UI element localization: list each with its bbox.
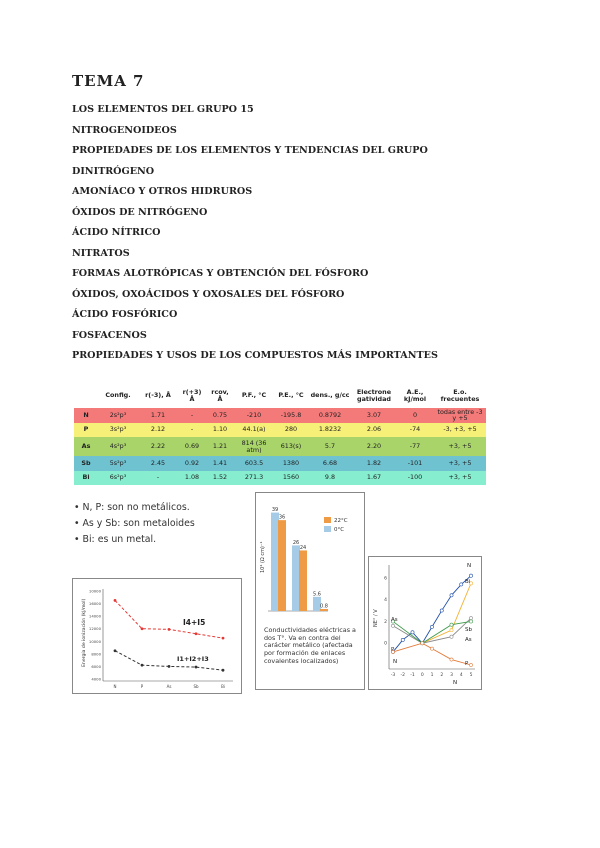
data-point [168,665,171,668]
table-cell: -100 [396,471,434,486]
table-cell: 1.10 [206,423,234,438]
y-tick-group [384,575,387,646]
series-label-n-left: N [393,659,398,665]
table-cell: 1.52 [206,471,234,486]
table-cell: - [138,471,178,486]
table-cell: 280 [274,423,308,438]
ionization-energy-figure [72,578,242,694]
data-point [114,599,117,602]
table-cell: Sb [74,456,98,471]
table-cell: 2.22 [138,437,178,456]
conductivity-caption: Conductividades eléctricas a dos T°. Va en contra del carácter metálico (afectada por formación de enlaces covalentes localizados) [264,626,356,665]
data-point [450,623,453,626]
x-tick-label: P [140,684,144,689]
data-point [469,663,472,666]
table-cell: +3, +5 [434,471,486,486]
bar-value-label: 0.8 [320,603,328,610]
y-tick-label: 6 [384,576,387,582]
table-cell: Bi [74,471,98,486]
classification-notes [74,500,195,548]
col-header: rcov, Å [211,387,229,403]
table-cell: 5s²p³ [98,456,138,471]
topic-item: ÓXIDOS DE NITRÓGENO [72,206,208,218]
bar-value-label: 36 [278,514,286,521]
x-tick-label: 5 [469,673,473,678]
legend-label: 0°C [334,527,345,533]
data-point [469,574,472,577]
table-header-row [74,384,486,408]
col-header: A.E., kJ/mol [403,387,427,403]
table-cell: 0 [396,408,434,423]
table-cell: 1.67 [352,471,396,486]
properties-table [74,384,486,485]
table-cell: - [178,423,206,438]
topic-item: DINITRÓGENO [72,165,155,177]
x-tick-label: 2 [440,673,444,678]
x-tick-label: 4 [459,673,463,678]
table-row [74,437,486,456]
conductivity-chart [256,493,364,613]
topic-item: PROPIEDADES DE LOS ELEMENTOS Y TENDENCIAS DEL GRUPO [72,145,428,156]
y-tick-label: 0 [384,641,387,647]
x-axis-label: N [453,680,458,686]
col-header: Electrone gatividad [356,387,392,403]
frost-diagram-chart [369,557,481,689]
table-cell: 1.41 [206,456,234,471]
table-cell: -77 [396,437,434,456]
x-tick-label: -3 [390,673,396,678]
topic-item: ÁCIDO NÍTRICO [72,227,161,238]
table-cell: +3, +5 [434,437,486,456]
table-cell: 2.45 [138,456,178,471]
table-cell: As [74,437,98,456]
table-cell: 3s²p³ [98,423,138,438]
table-cell: 6s²p³ [98,471,138,486]
topic-item: ÓXIDOS, OXOÁCIDOS Y OXOSALES DEL FÓSFORO [72,288,345,300]
data-point [391,624,394,627]
legend-label: 22°C [334,518,348,524]
table-cell: 0.92 [178,456,206,471]
data-point [168,628,171,631]
note-item: • Bi: es un metal. [74,532,195,548]
data-point [411,631,414,634]
table-row [74,471,486,486]
data-point [469,617,472,620]
x-tick-label: -2 [400,673,405,678]
x-tick-label: Sb [193,684,199,689]
col-header: dens., g/cc [310,391,350,400]
table-cell: 1.82 [352,456,396,471]
series-label-p: P [391,647,395,653]
data-point [421,642,424,645]
data-point [450,658,453,661]
table-cell: 2.20 [352,437,396,456]
table-cell: -101 [396,456,434,471]
table-cell: 271.3 [234,471,274,486]
table-cell: todas entre -3 y +5 [434,408,486,423]
series-group [391,574,472,666]
topic-item: NITROGENOIDEOS [72,124,177,136]
topic-item: PROPIEDADES Y USOS DE LOS COMPUESTOS MÁS IMPORTANTES [72,350,438,361]
table-cell: 3.07 [352,408,396,423]
col-header: P.F., °C [241,391,267,400]
y-tick-label: 2 [384,619,387,625]
table-cell: 0.75 [206,408,234,423]
bar-value-label: 39 [271,507,279,514]
y-tick-label: 8000 [91,651,101,657]
series-label-as: As [391,617,398,623]
table-cell: 4s²p³ [98,437,138,456]
series-label-sb: Sb [465,627,472,633]
data-point [141,627,144,630]
x-tick-label: As [166,684,172,689]
series-line [393,576,471,652]
table-cell: 814 (36 atm) [234,437,274,456]
note-item: • As y Sb: son metaloides [74,516,195,532]
data-point [114,649,117,652]
data-point [450,629,453,632]
note-item: • N, P: son no metálicos. [74,500,195,516]
table-cell: -195.8 [274,408,308,423]
table-cell: 9.8 [308,471,352,486]
table-cell: 1.8232 [308,423,352,438]
upper-series-label: I4+I5 [183,618,206,627]
lower-series-label: I1+I2+I3 [177,655,209,663]
x-tick-label: N [113,684,117,689]
table-cell: 1380 [274,456,308,471]
col-header: Config. [105,391,131,400]
topic-item: NITRATOS [72,247,130,259]
y-tick-label: 14000 [88,613,101,619]
col-header: E.o. frecuentes [440,387,480,403]
topic-item: ÁCIDO FOSFÓRICO [72,309,178,320]
table-cell: 2.06 [352,423,396,438]
data-point [195,632,198,635]
data-point [141,664,144,667]
topic-list [72,100,438,367]
bar [292,545,300,611]
data-point [440,609,443,612]
y-tick-label: 12000 [88,626,101,632]
table-cell: -74 [396,423,434,438]
x-tick-label: -1 [410,673,415,678]
y-tick-label: 16000 [88,601,101,607]
data-point [222,669,225,672]
col-header [74,384,98,408]
table-cell: 44.1(a) [234,423,274,438]
table-cell: N [74,408,98,423]
ionization-energy-chart [73,579,241,693]
data-point [222,637,225,640]
topic-item: LOS ELEMENTOS DEL GRUPO 15 [72,104,254,115]
series-line [393,643,471,665]
table-cell: +3, +5 [434,456,486,471]
y-tick-label: 4 [384,598,387,604]
bar-value-label: 26 [292,539,300,546]
bar-value-label: 5.6 [313,591,321,598]
y-axis-label: Energía de ionización (kJ/mol) [82,598,87,667]
bar [271,513,279,611]
series-label-p-right: P [465,661,469,667]
table-cell: 1560 [274,471,308,486]
y-axis-label: 10⁴ (Ω cm)⁻¹ [260,541,266,573]
topic-item: FORMAS ALOTRÓPICAS Y OBTENCIÓN DEL FÓSFORO [72,268,369,279]
page-title: TEMA 7 [72,72,145,90]
topic-item: FOSFACENOS [72,329,147,341]
series-line [115,600,223,638]
data-point [430,647,433,650]
col-header: P.E., °C [278,391,304,400]
data-point [195,666,198,669]
series-line [422,583,471,643]
table-cell: 6.68 [308,456,352,471]
data-point [450,635,453,638]
table-cell: 603.5 [234,456,274,471]
bar [299,550,307,611]
table-cell: P [74,423,98,438]
series-label-n: N [467,563,472,569]
table-cell: 0.69 [178,437,206,456]
data-point [469,620,472,623]
y-tick-label: 10000 [88,588,101,594]
table-cell: 2s²p³ [98,408,138,423]
table-cell: - [178,408,206,423]
x-tick-label: 1 [430,673,434,678]
table-cell: 5.7 [308,437,352,456]
series-label-bi: Bi [465,579,471,585]
legend-swatch-22c [324,517,331,523]
bar [278,520,286,611]
x-tick-label: Bi [221,684,225,689]
col-header: r(-3), Å [145,391,171,400]
x-tick-group [114,684,225,689]
table-row [74,408,486,423]
series-label-as-right: As [465,637,472,643]
y-tick-group [89,589,102,682]
x-tick-label: 0 [420,673,424,678]
table-cell: -3, +3, +5 [434,423,486,438]
col-header: r(+3) Å [182,387,202,403]
bar-value-label: 24 [299,544,307,551]
x-tick-group [391,672,473,678]
table-cell: -210 [234,408,274,423]
table-row [74,456,486,471]
y-tick-label: 10000 [88,638,101,644]
table-cell: 1.21 [206,437,234,456]
table-cell: 1.08 [178,471,206,486]
frost-diagram-figure [368,556,482,690]
y-tick-label: 4000 [91,676,101,682]
y-tick-label: 6000 [91,663,101,669]
x-tick-label: 3 [450,673,453,678]
table-cell: 1.71 [138,408,178,423]
topic-item: AMONÍACO Y OTROS HIDRUROS [72,186,253,197]
y-axis-label: NE° / V [373,609,379,627]
conductivity-figure [255,492,365,690]
table-cell: 0.8792 [308,408,352,423]
data-point [450,594,453,597]
table-row [74,423,486,438]
legend-swatch-0c [324,526,331,532]
table-cell: 613(s) [274,437,308,456]
data-point [430,625,433,628]
table-cell: 2.12 [138,423,178,438]
data-point [401,638,404,641]
data-point [460,583,463,586]
